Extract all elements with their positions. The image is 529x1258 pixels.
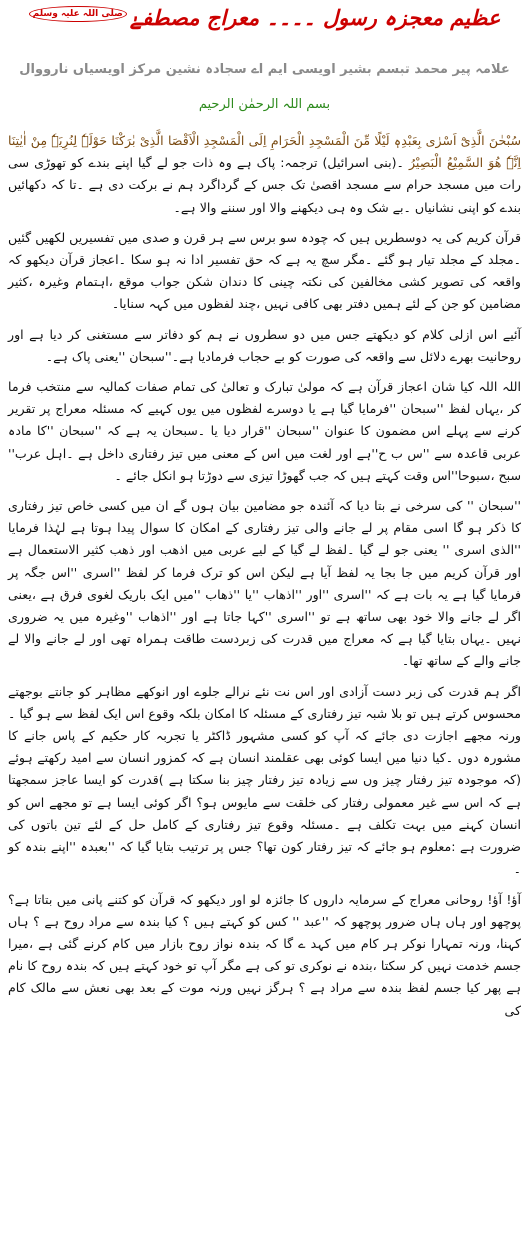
article-body <box>8 130 521 1030</box>
paragraph-ayah <box>8 130 521 219</box>
salutation-seal-icon: صلی اللہ علیہ وسلم <box>29 6 127 22</box>
paragraph-abd-meaning: آؤ! آؤ! روحانی معراج کے سرمایہ داروں کا جائزہ لو اور دیکھو کہ قرآن کو کتنے پانی میں بتاتا ہے؟ پوچھو اور ہاں ہاں ضرور پوچھو کہ ''عبد '' کس کو کہتے ہیں ؟ کیا بندہ سے مراد روح ہے ؟ ہاں کہنا، ورنہ تمہارا نوکر ہر کام میں کہد ے گا کہ بندہ نواز روح بازار میں کام کرنے گئی ہے ،میرا جسم خدمت نہیں کر سکتا ،بندہ نے نوکری تو کی ہے مگر آپ تو خود کہتے ہیں کہ بندہ روح کا نام ہے پھر کیا جسم لفظ بندہ سے مراد ہے ؟ ہرگز نہیں ورنہ موت کے بعد بھی نعش سے مالک کام کی <box>8 891 521 1018</box>
author-byline: علامہ پیر محمد تبسم بشیر اویسی ایم اے سجادہ نشین مرکز اویسیاں نارووال <box>19 62 510 77</box>
article-title <box>0 6 529 36</box>
paragraph-quran-lines: قرآن کریم کی یہ دوسطریں ہیں کہ چودہ سو برس سے ہر قرن و صدی میں تفسیریں لکھیں گئیں ۔مجلد کے مجلد تیار ہو گئے ۔مگر سچ یہ ہے کہ حق تفسیر ادا نہ ہو سکا ۔اعجاز قرآن دیکھو کہ واقعہ کی تصویر کشی مخالفین کی نکتہ چینی کا دندان شکن جواب موقع ،اہتمام وغیرہ ،کثیر مضامین کو جن کے لئے ہمیں دفتر بھی کافی نہیں ،چند لفظوں میں کہہ سنایا۔ <box>8 229 521 312</box>
paragraph-subhan-intro: آئیے اس ازلی کلام کو دیکھتے جس میں دو سطروں نے ہم کو دفاتر سے مستغنی کر دیا ہے اور روحانیت بھرے دلائل سے واقعہ کی صورت کو بے حجاب فرمادیا ہے۔''سبحان ''یعنی پاک ہے۔ <box>8 326 521 364</box>
article-title-text: عظیم معجزہ رسول ۔۔۔۔ معراج مصطفےٰ <box>129 6 501 30</box>
paragraph-divine-power: اگر ہم قدرت کی زبر دست آزادی اور اس نت نئے نرالے جلوے اور انوکھے مظاہر کو جانتے بوجھتے محسوس کرتے ہیں تو بلا شبہ تیز رفتاری کے مسئلہ کا امکان بلکہ وقوع اس ایک لفظ سے ہو گیا ۔ورنہ مجھے اجازت دی جائے کہ آپ کو کسی مشہور ڈاکٹر یا تجربہ کار حکیم کے پاس جانے کا مشورہ دوں ۔کیا دنیا میں ایسا کوئی بھی عقلمند انسان ہے کہ کمزور انسان سے امید رکھتے ہوئے (کہ موجودہ تیز رفتار چیز وں سے زیادہ تیز رفتار چیز بنا سکتا ہے )قدرت کو ایسا عاجز سمجھتا ہے کہ اس سے غیر معمولی رفتار کی خلقت سے مایوس ہو؟ اگر کوئی ایسا ہے تو مجھے اس کو انسان کہنے میں بہت تکلف ہے ۔مسئلہ وقوع تیز رفتاری کے کامل حل کے لئے تین باتوں کی ضرورت ہے :معلوم ہو جائے کہ تیز رفتار کون تھا؟ جس پر ترتیب بتایا گیا کہ ''بعبدہ ''اپنے بندہ کو ۔ <box>8 683 521 877</box>
bismillah-heading: بسم اللہ الرحمٰن الرحیم <box>198 97 331 112</box>
quran-verse: سُبْحٰنَ الَّذِیْٓ اَسْرٰی بِعَبْدِہٖ لَیْلًا مِّنَ الْمَسْجِدِ الْحَرَامِ اِلَی الْمَسْجِدِ الْاَقْصَا الَّذِیْ بٰرَکْنَا حَوْلَہٗ لِنُرِیَہٗ مِنْ اٰیٰتِنَا اِنَّہٗ ھُوَ السَّمِیْعُ الْبَصِیْرُ <box>8 133 521 171</box>
verse-translation: ۔(بنی اسرائیل) ترجمہ: پاک ہے وہ ذات جو لے گیا اپنے بندے کو تھوڑی سی رات میں مسجد حرام سے مسجد اقصیٰ تک جس کے گرداگرد ہم نے برکت دی ہے ۔تا کہ دکھائیں بندے کو اپنی نشانیاں ۔بے شک وہ ہی دیکھنے والا اور سننے والا ہے۔ <box>8 155 521 215</box>
paragraph-subhan-meaning: اللہ اللہ کیا شان اعجاز قرآن ہے کہ مولیٰ تبارک و تعالیٰ کی تمام صفات کمالیہ سے منتخب فرما کر ،یہاں لفظ ''سبحان ''فرمایا گیا ہے یا دوسرے لفظوں میں یوں کہیے کہ مسئلہ معراج پر تقریر کرنے سے پہلے اس مضمون کا عنوان ''سبحان ''قرار دیا یا ۔سبحان یہ ہے کہ ''سبحان ''کا مادہ عربی قاعدہ سے ''س ب ح''ہے اور لغت میں اس کے معنی میں تیز رفتاری داخل ہے ۔اہل عرب'' سبح ،سبوحا''اس وقت کہتے ہیں کہ جب گھوڑا تیزی سے دوڑتا ہو انکل جائے ۔ <box>8 379 521 483</box>
paragraph-asra-meaning: ''سبحان '' کی سرخی نے بتا دیا کہ آئندہ جو مضامین بیان ہوں گے ان میں کسی خاص تیز رفتاری کا ذکر ہو گا اسی مقام پر لے جانے والی تیز رفتاری کے امکان کا سوال پیدا ہوتا ہے لہٰذا فرمایا ''الذی اسری '' یعنی جو لے گیا ۔لفظ لے گیا کے لیے عربی میں اذھب اور ذھب کثیر الاستعمال ہے اور قرآن کریم میں جا بجا یہ لفظ آیا ہے لیکن اس کو ترک فرما کر لفظ ''اسری ''اس جگہ پر فرمایا گیا ہے یہ بات ہے کہ ''اسری ''اور ''اذھاب ''یا ''ذھاب ''میں ایک باریک لغوی فرق ہے ،یعنی اگر لے جانے والا خود بھی ساتھ ہے تو ''اسری ''کہا جاتا ہے اور ''اذھاب ''وغیرہ میں یہ ضروری نہیں ۔یہاں بتایا گیا ہے کہ معراج میں قدرت کی زبردست طاقت ہمراہ تھی اور لے جانے والا لے جانے والے کے ساتھ تھا۔ <box>8 498 521 669</box>
